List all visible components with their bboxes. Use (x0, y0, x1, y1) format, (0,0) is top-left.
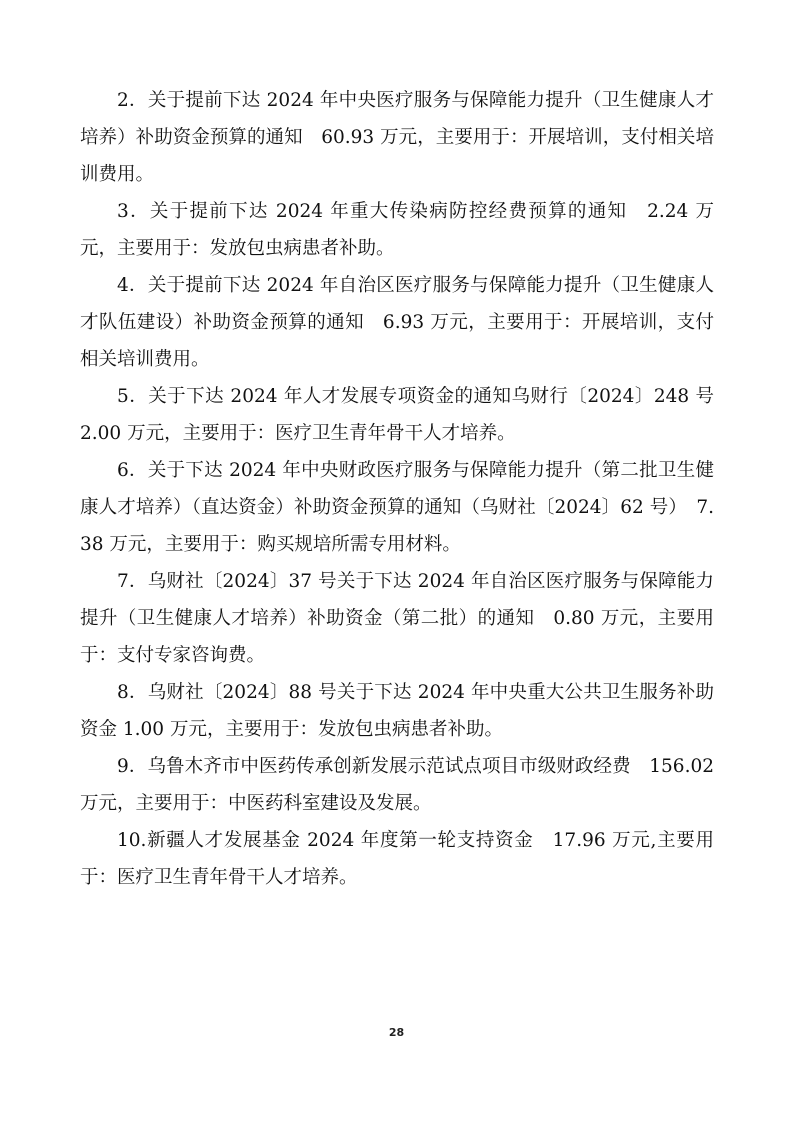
paragraph-item-4: 4．关于提前下达 2024 年自治区医疗服务与保障能力提升（卫生健康人才队伍建设）补助资金预算的通知 6.93 万元，主要用于：开展培训，支付相关培训费用。 (80, 275, 714, 370)
paragraph-item-7: 7．乌财社〔2024〕37 号关于下达 2024 年自治区医疗服务与保障能力提升（卫生健康人才培养）补助资金（第二批）的通知 0.80 万元，主要用于：支付专家咨询费。 (80, 571, 714, 666)
paragraph-item-2: 2．关于提前下达 2024 年中央医疗服务与保障能力提升（卫生健康人才培养）补助资金预算的通知 60.93 万元，主要用于：开展培训，支付相关培训费用。 (80, 90, 714, 185)
paragraph-item-9: 9．乌鲁木齐市中医药传承创新发展示范试点项目市级财政经费 156.02 万元，主要用于：中医药科室建设及发展。 (80, 756, 714, 814)
paragraph-item-5: 5．关于下达 2024 年人才发展专项资金的通知乌财行〔2024〕248 号 2.00 万元，主要用于：医疗卫生青年骨干人才培养。 (80, 386, 733, 444)
paragraph-item-6: 6．关于下达 2024 年中央财政医疗服务与保障能力提升（第二批卫生健康人才培养）（直达资金）补助资金预算的通知（乌财社〔2024〕62 号） 7.38 万元，主要用于：购买规培所需专用材料。 (80, 460, 714, 555)
paragraph-item-8: 8．乌财社〔2024〕88 号关于下达 2024 年中央重大公共卫生服务补助资金 1.00 万元，主要用于：发放包虫病患者补助。 (80, 682, 714, 740)
paragraph-item-3: 3．关于提前下达 2024 年重大传染病防控经费预算的通知 2.24 万元，主要用于：发放包虫病患者补助。 (80, 201, 714, 259)
page-number: 28 (388, 1026, 405, 1039)
document-body (80, 82, 733, 896)
paragraph-item-10: 10.新疆人才发展基金 2024 年度第一轮支持资金 17.96 万元,主要用于：医疗卫生青年骨干人才培养。 (80, 830, 714, 888)
